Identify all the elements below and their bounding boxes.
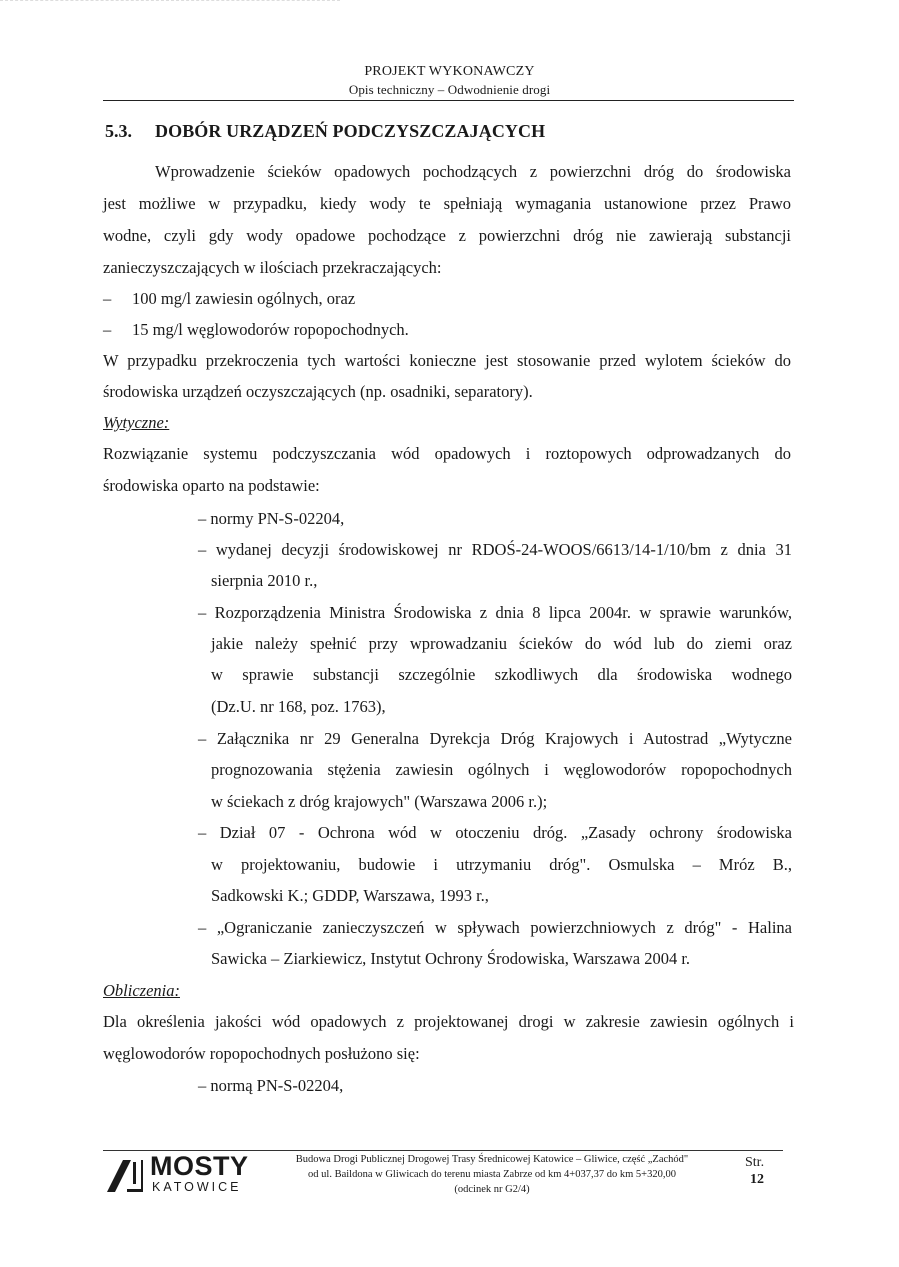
list-dash: – — [103, 289, 112, 308]
paragraph-line: węglowodorów ropopochodnych posłużono się: — [103, 1044, 420, 1063]
paragraph-line: Dla określenia jakości wód opadowych z projektowanej drogi w zakresie zawiesin ogólnych i — [103, 1012, 794, 1031]
logo-city: KATOWICE — [152, 1180, 242, 1194]
paragraph-line: środowiska urządzeń oczyszczających (np. osadniki, separatory). — [103, 382, 533, 401]
list-item: 15 mg/l węglowodorów ropopochodnych. — [132, 320, 409, 339]
reference-item-cont: Sadkowski K.; GDDP, Warszawa, 1993 r., — [211, 886, 489, 905]
reference-item-cont: Sawicka – Ziarkiewicz, Instytut Ochrony Środowiska, Warszawa 2004 r. — [211, 949, 691, 968]
reference-item: – Załącznika nr 29 Generalna Dyrekcja Dróg Krajowych i Autostrad „Wytyczne — [198, 729, 792, 748]
page-number: 12 — [750, 1172, 764, 1187]
reference-item-cont: w projektowaniu, budowie i utrzymaniu dróg". Osmulska – Mróz B., — [211, 855, 792, 874]
subheading-guidelines: Wytyczne: — [103, 413, 170, 432]
reference-item: – wydanej decyzji środowiskowej nr RDOŚ-24-WOOS/6613/14-1/10/bm z dnia 31 — [198, 540, 792, 559]
paragraph-line: Rozwiązanie systemu podczyszczania wód opadowych i roztopowych odprowadzanych do — [103, 444, 791, 463]
reference-item-cont: w ściekach z dróg krajowych" (Warszawa 2006 r.); — [211, 792, 548, 811]
reference-item-cont: sierpnia 2010 r., — [211, 571, 318, 590]
header-subtitle: Opis techniczny – Odwodnienie drogi — [348, 82, 551, 97]
header-title: PROJEKT WYKONAWCZY — [364, 64, 535, 79]
paragraph-line: jest możliwe w przypadku, kiedy wody te spełniają wymagania ustanowione przez Prawo — [103, 194, 791, 213]
reference-item: – Rozporządzenia Ministra Środowiska z dnia 8 lipca 2004r. w sprawie warunków, — [198, 603, 792, 622]
reference-item: – „Ograniczanie zanieczyszczeń w spływach powierzchniowych z dróg" - Halina — [198, 918, 792, 937]
paragraph-line: Wprowadzenie ścieków opadowych pochodzących z powierzchni dróg do środowiska — [155, 162, 791, 181]
reference-item: – normą PN-S-02204, — [198, 1076, 344, 1095]
footer-project-line: (odcinek nr G2/4) — [454, 1184, 530, 1195]
paragraph-line: zanieczyszczających w ilościach przekraczających: — [103, 258, 442, 277]
section-number: 5.3. — [105, 121, 132, 141]
section-title: DOBÓR URZĄDZEŃ PODCZYSZCZAJĄCYCH — [155, 121, 546, 141]
paragraph-line: środowiska oparto na podstawie: — [103, 476, 320, 495]
footer-project-line: Budowa Drogi Publicznej Drogowej Trasy Średnicowej Katowice – Gliwice, część „Zachód" — [295, 1154, 689, 1165]
mosty-logo-icon — [105, 1156, 145, 1194]
reference-item-cont: jakie należy spełnić przy wprowadzaniu ścieków do wód lub do ziemi oraz — [211, 634, 792, 653]
footer-project-line: od ul. Baildona w Gliwicach do terenu miasta Zabrze od km 4+037,37 do km 5+320,00 — [308, 1169, 676, 1180]
logo-wordmark: MOSTY — [150, 1151, 249, 1181]
paragraph-line: W przypadku przekroczenia tych wartości konieczne jest stosowanie przed wylotem ścieków do — [103, 351, 791, 370]
subheading-calculations: Obliczenia: — [103, 981, 180, 1000]
paragraph-line: wodne, czyli gdy wody opadowe pochodzące z powierzchni dróg nie zawierają substancji — [103, 226, 791, 245]
reference-item: – normy PN-S-02204, — [198, 509, 345, 528]
page-label: Str. — [745, 1155, 765, 1170]
reference-item-cont: w sprawie substancji szczególnie szkodliwych dla środowiska wodnego — [211, 665, 792, 684]
reference-item-cont: prognozowania stężenia zawiesin ogólnych i węglowodorów ropopochodnych — [211, 760, 792, 779]
reference-item: – Dział 07 - Ochrona wód w otoczeniu dróg. „Zasady ochrony środowiska — [198, 823, 792, 842]
scan-edge-marks — [0, 0, 340, 1]
reference-item-cont: (Dz.U. nr 168, poz. 1763), — [211, 697, 386, 716]
list-item: 100 mg/l zawiesin ogólnych, oraz — [132, 289, 356, 308]
list-dash: – — [103, 320, 112, 339]
header-divider — [103, 100, 794, 101]
